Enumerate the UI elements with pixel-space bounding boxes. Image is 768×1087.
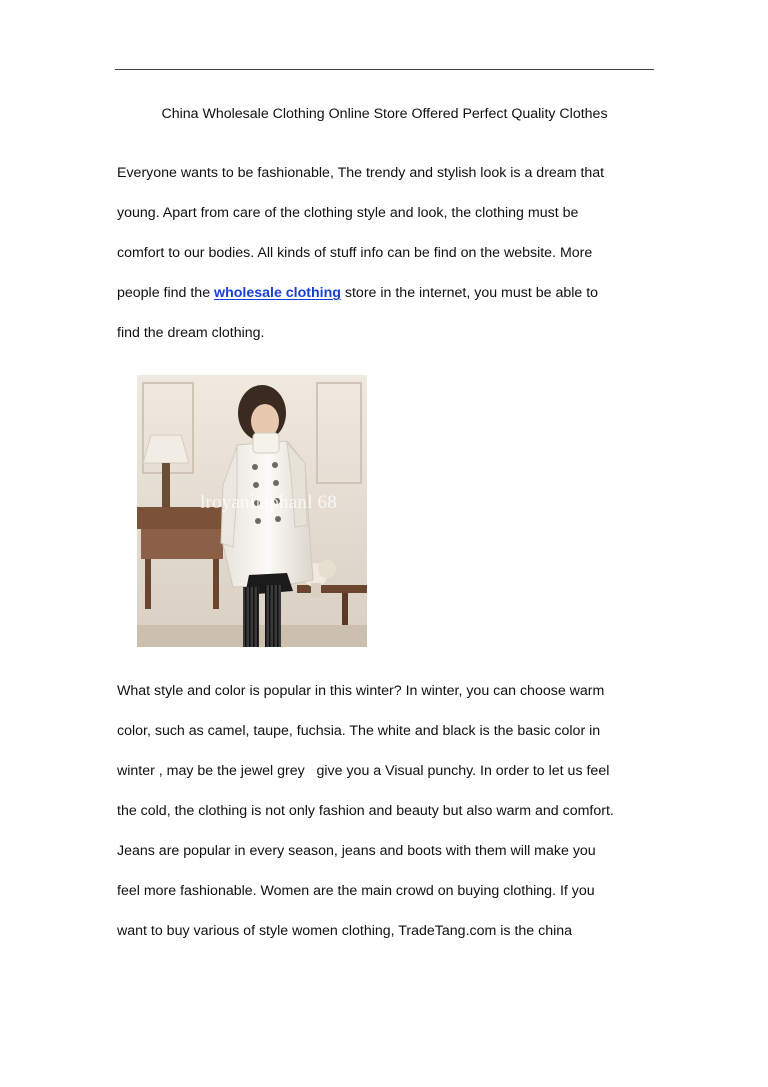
wholesale-clothing-link[interactable]: wholesale clothing	[214, 285, 341, 301]
line-text-after-link: store in the internet, you must be able to	[340, 285, 599, 301]
paragraph-line: the cold, the clothing is not only fashion and beauty but also warm and comfort.	[117, 803, 614, 819]
paragraph-line: feel more fashionable. Women are the main crowd on buying clothing. If you	[117, 883, 595, 899]
paragraph-line: comfort to our bodies. All kinds of stuff info can be find on the website. More	[117, 245, 593, 261]
paragraph-line: winter , may be the jewel grey give you a Visual punchy. In order to let us feel	[117, 763, 610, 779]
paragraph-winter	[117, 671, 677, 951]
paragraph-line: want to buy various of style women clothing, TradeTang.com is the china	[117, 923, 573, 939]
paragraph-line-with-link	[117, 273, 677, 313]
paragraph-line: find the dream clothing.	[117, 325, 265, 341]
image-watermark: lroyanliaphanl 68	[200, 492, 337, 513]
line-text-before-link: people find the	[117, 285, 215, 301]
header-rule	[115, 69, 654, 70]
paragraph-line: Everyone wants to be fashionable, The trendy and stylish look is a dream that	[117, 165, 605, 181]
paragraph-line: color, such as camel, taupe, fuchsia. The white and black is the basic color in	[117, 723, 601, 739]
paragraph-line: Jeans are popular in every season, jeans and boots with them will make you	[117, 843, 596, 859]
paragraph-line: young. Apart from care of the clothing style and look, the clothing must be	[117, 205, 579, 221]
document-title: China Wholesale Clothing Online Store Offered Perfect Quality Clothes	[161, 106, 608, 122]
paragraph-intro	[117, 153, 677, 353]
paragraph-line: What style and color is popular in this winter? In winter, you can choose warm	[117, 683, 605, 699]
